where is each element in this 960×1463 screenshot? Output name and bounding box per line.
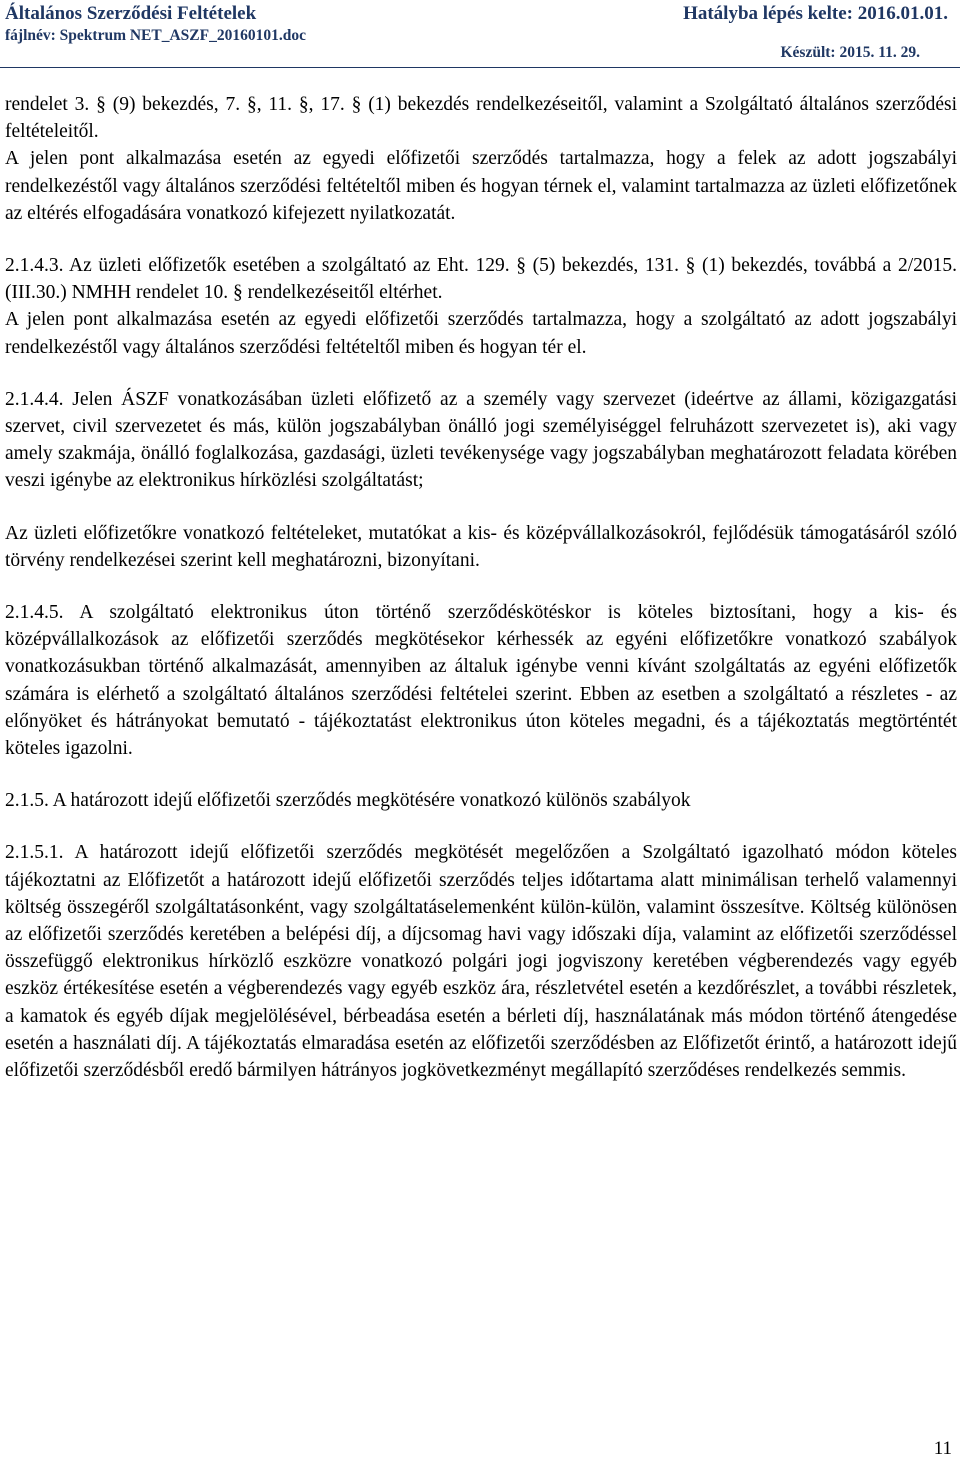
paragraph-2-1-4-4: 2.1.4.4. Jelen ÁSZF vonatkozásában üzleti előfizető az a személy vagy szervezet (ideértve az állami, közigazgatási szervet, civil szervezetet és más, külön jogszabályban önálló jogi személyiséggel felruházott szervezetet is), aki vagy amely szakmája, önálló foglalkozása, gazdasági, üzleti tevékenysége vagy jogszabályban meghatározott feladata körében veszi igénybe az elektronikus hírközlési szolgáltatást; xyxy=(5,388,957,492)
paragraph-2-1-4-3: 2.1.4.3. Az üzleti előfizetők esetében a szolgáltató az Eht. 129. § (5) bekezdés, 131. § (1) bekezdés, továbbá a 2/2015. (III.30.) NMHH rendelet 10. § rendelkezéseitől eltérhet. xyxy=(5,255,957,304)
document-body xyxy=(5,91,957,1084)
document-title: Általános Szerződési Feltételek xyxy=(5,3,257,24)
created-date: Készült: 2015. 11. 29. xyxy=(780,44,920,61)
header-divider xyxy=(0,67,960,68)
file-name: fájlnév: Spektrum NET_ASZF_20160101.doc xyxy=(5,27,306,44)
paragraph-2-1-4-5: 2.1.4.5. A szolgáltató elektronikus úton történő szerződéskötéskor is köteles biztosítani, hogy a kis- és középvállalkozások az előfizetői szerződés megkötésekor kérhessék az egyéni előfizetőkre vonatkozó szabályok vonatkozásukban történő alkalmazását, amennyiben az általuk igénybe venni kívánt szolgáltatás az egyéni előfizetők számára is elérhető a szolgáltató általános szerződési feltételei szerint. Ebben az esetben a szolgáltató a részletes - az előnyöket és hátrányokat bemutató - tájékoztatást elektronikus úton köteles megadni, és a tájékoztatás megtörténtét köteles igazolni. xyxy=(5,602,957,760)
paragraph-2-1-5-1: 2.1.5.1. A határozott idejű előfizetői szerződés megkötését megelőzően a Szolgáltató igazolható módon köteles tájékoztatni az Előfizetőt a határozott idejű előfizetői szerződés teljes időtartama alatt minimálisan terhelő valamennyi költség összegéről szolgáltatásonként, vagy szolgáltatáselemenként külön-külön, valamint összesítve. Költség különösen az előfizetői szerződés keretében a belépési díj, a díjcsomag havi vagy időszaki díja, valamint az előfizetői szerződéssel összefüggő elektronikus hírközlő eszközre vonatkozó polgári jogi jogviszony keretében végberendezés vagy egyéb eszköz értékesítése esetén a végberendezés vagy egyéb eszköz ára, részletvétel esetén a kezdőrészlet, a további részletek, a kamatok és egyéb díjak megjelölésével, bérbeadása esetén a bérleti díj, használatának más módon történő átengedése esetén a használati díj. A tájékoztatás elmaradása esetén az előfizetői szerződésben az Előfizetőt érintő, a határozott idejű előfizetői szerződésből eredő bármilyen hátrányos jogkövetkezményt megállapító szerződéses rendelkezés semmis. xyxy=(5,842,957,1082)
paragraph-application-note: A jelen pont alkalmazása esetén az egyedi előfizetői szerződés tartalmazza, hogy a felek az adott jogszabályi rendelkezéstől vagy általános szerződési feltételtől miben és hogyan térnek el, valamint tartalmazza az üzleti előfizetőnek az eltérés elfogadására vonatkozó kifejezett nyilatkozatát. xyxy=(5,148,957,224)
section-heading-2-1-5: 2.1.5. A határozott idejű előfizetői szerződés megkötésére vonatkozó különös szabályok xyxy=(5,790,691,812)
effective-date: Hatályba lépés kelte: 2016.01.01. xyxy=(683,3,948,24)
paragraph-sme-conditions: Az üzleti előfizetőkre vonatkozó feltételeket, mutatókat a kis- és középvállalkozásokról, fejlődésük támogatásáról szóló törvény rendelkezései szerint kell meghatározni, bizonyítani. xyxy=(5,522,957,571)
page-header xyxy=(0,0,960,72)
paragraph-application-note-2: A jelen pont alkalmazása esetén az egyedi előfizetői szerződés tartalmazza, hogy a szolgáltató az adott jogszabályi rendelkezéstől vagy általános szerződési feltételtől miben és hogyan tér el. xyxy=(5,309,957,358)
page-number: 11 xyxy=(933,1438,952,1459)
paragraph-continuation: rendelet 3. § (9) bekezdés, 7. §, 11. §, 17. § (1) bekezdés rendelkezéseitől, valamint a Szolgáltató általános szerződési feltételeitől. xyxy=(5,94,957,143)
